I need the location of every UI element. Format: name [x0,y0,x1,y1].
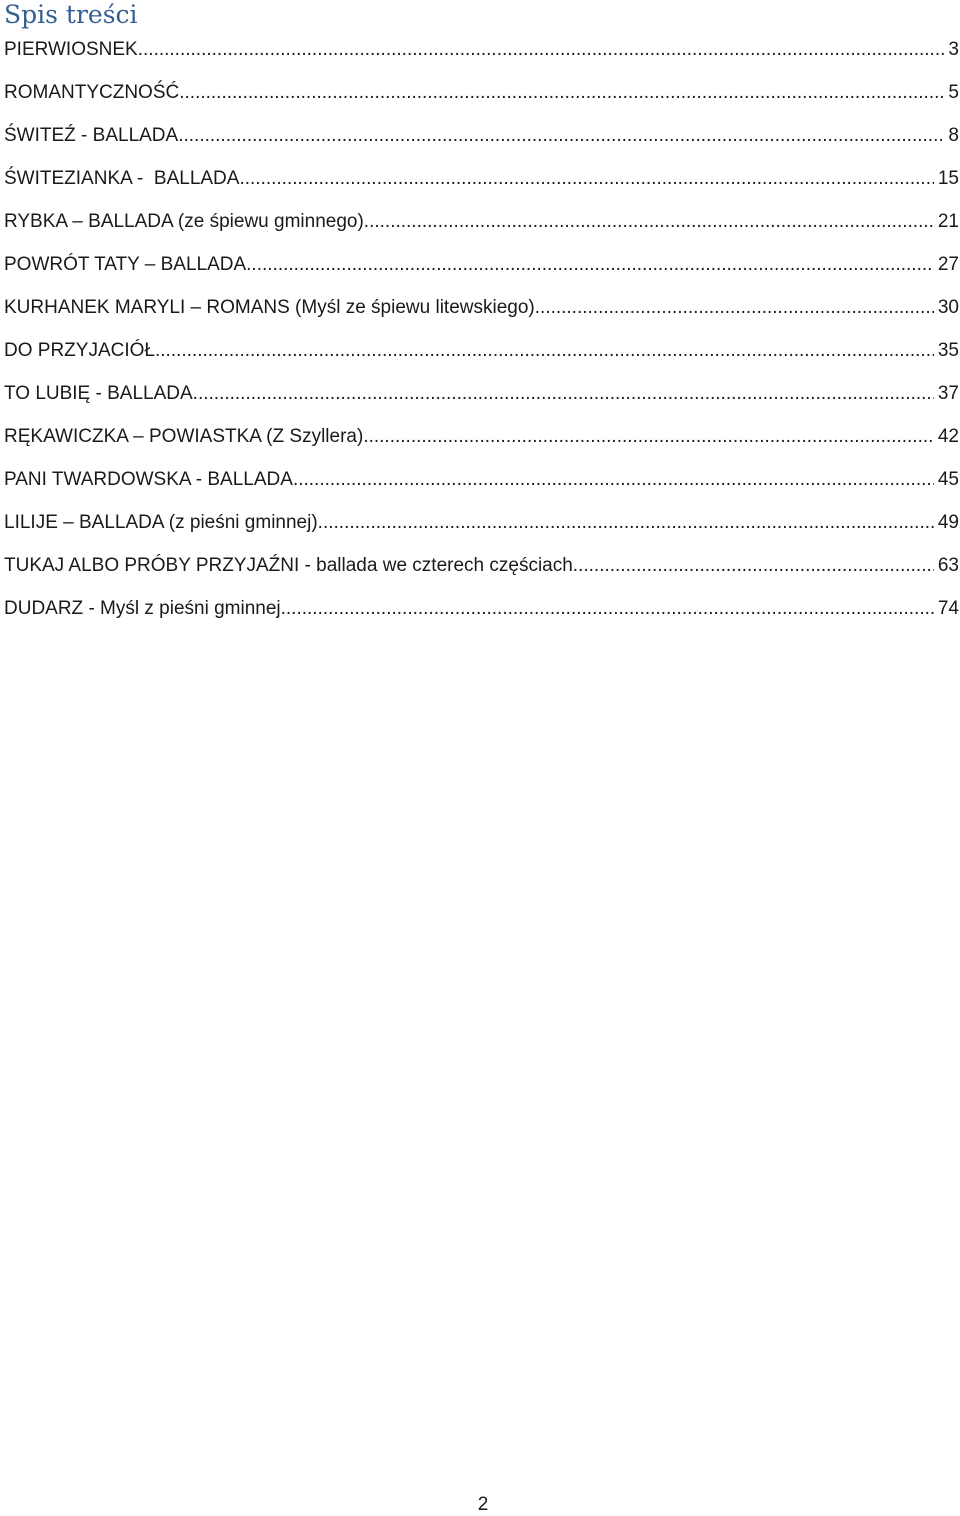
toc-leader-dots [178,122,944,150]
toc-entry[interactable] [4,165,959,208]
toc-leader-dots [193,380,934,408]
toc-entry-page: 49 [937,512,959,533]
toc-entry[interactable] [4,251,959,294]
toc-entry-title: RYBKA – BALLADA (ze śpiewu gminnego) [4,211,364,232]
toc-leader-dots [535,294,934,322]
toc-entry-page: 3 [948,39,959,60]
toc-leader-dots [239,165,933,193]
toc-entry-title: ROMANTYCZNOŚĆ [4,82,180,103]
toc-entry[interactable] [4,509,959,552]
toc-leader-dots [293,466,934,494]
toc-entry-title: TO LUBIĘ - BALLADA [4,383,193,404]
toc-leader-dots [364,208,934,236]
toc-entry-title: PANI TWARDOWSKA - BALLADA [4,469,293,490]
toc-entry-title: ŚWITEŹ - BALLADA [4,125,179,146]
toc-entry-title: KURHANEK MARYLI – ROMANS (Myśl ze śpiewu litewskiego) [4,297,535,318]
toc-entry-page: 8 [948,125,959,146]
toc-entry[interactable] [4,552,959,595]
toc-entry-page: 21 [937,211,959,232]
toc-leader-dots [138,36,945,64]
toc-entry-title: RĘKAWICZKA – POWIASTKA (Z Szyllera) [4,426,364,447]
toc-entry-page: 63 [937,555,959,576]
toc-entry[interactable] [4,466,959,509]
toc-leader-dots [179,79,944,107]
toc-entry[interactable] [4,294,959,337]
toc-leader-dots [155,337,934,365]
toc-entry[interactable] [4,208,959,251]
toc-entry-title: DO PRZYJACIÓŁ [4,340,155,361]
toc-title: Spis treści [4,0,138,29]
toc-entry[interactable] [4,423,959,466]
toc-entry[interactable] [4,380,959,423]
toc-entry-page: 30 [937,297,959,318]
toc-entry-title: POWRÓT TATY – BALLADA [4,254,247,275]
toc-entry-page: 27 [937,254,959,275]
toc-entry[interactable] [4,122,959,165]
toc-list [4,36,959,638]
toc-entry-title: ŚWITEZIANKA - BALLADA [4,168,240,189]
toc-entry[interactable] [4,337,959,380]
toc-entry[interactable] [4,595,959,638]
toc-entry-title: LILIJE – BALLADA (z pieśni gminnej) [4,512,318,533]
toc-entry[interactable] [4,79,959,122]
toc-leader-dots [363,423,934,451]
toc-entry-page: 5 [948,82,959,103]
toc-entry-page: 15 [937,168,959,189]
toc-leader-dots [281,595,934,623]
toc-entry[interactable] [4,36,959,79]
toc-entry-title: TUKAJ ALBO PRÓBY PRZYJAŹNI - ballada we czterech częściach [4,555,573,576]
toc-entry-page: 37 [937,383,959,404]
toc-entry-title: DUDARZ - Myśl z pieśni gminnej [4,598,281,619]
toc-entry-page: 35 [937,340,959,361]
toc-leader-dots [318,509,934,537]
toc-entry-page: 74 [937,598,959,619]
toc-leader-dots [246,251,934,279]
toc-entry-title: PIERWIOSNEK [4,39,138,60]
toc-entry-page: 45 [937,469,959,490]
toc-entry-page: 42 [937,426,959,447]
toc-leader-dots [573,552,934,580]
page-number: 2 [477,1494,489,1515]
